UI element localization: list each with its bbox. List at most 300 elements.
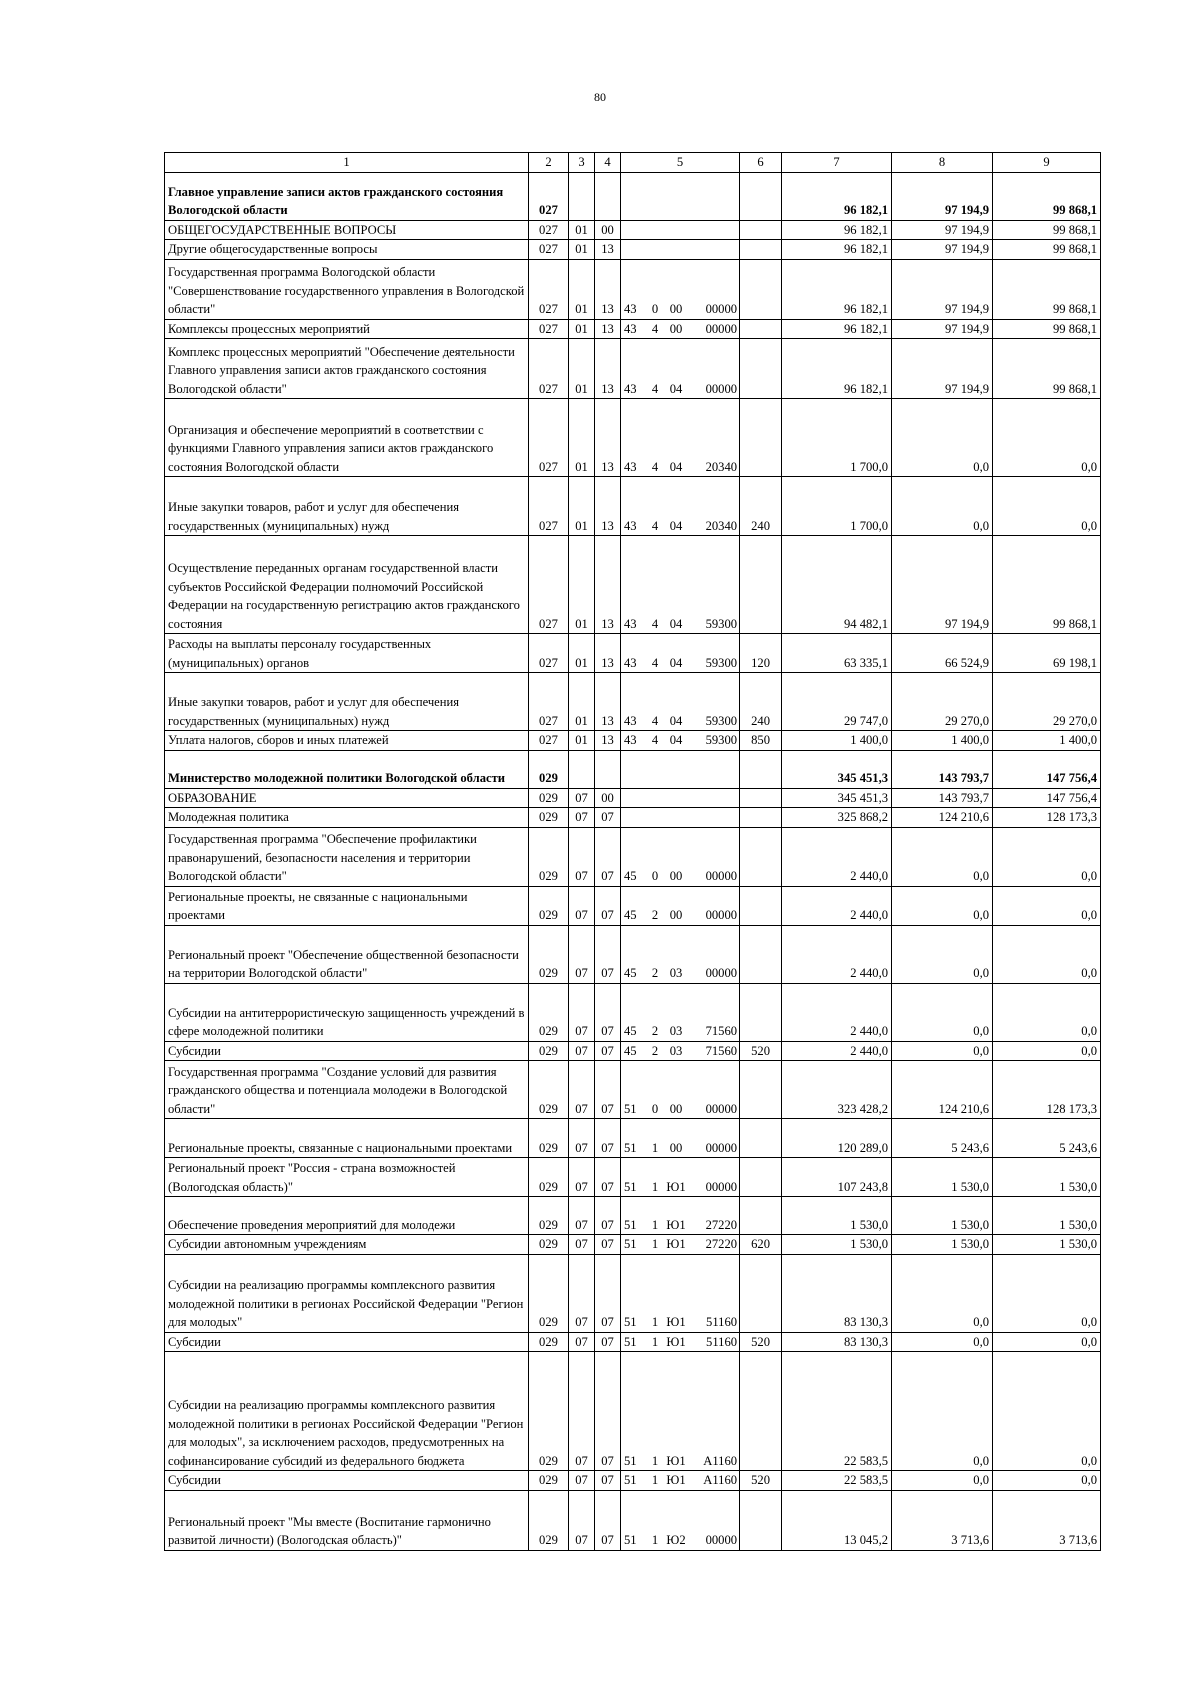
column-number: 8 (892, 153, 993, 173)
target-subprogram-code (648, 220, 663, 240)
amount-year-2: 0,0 (892, 1332, 993, 1352)
amount-year-3: 99 868,1 (993, 172, 1101, 220)
amount-year-3: 5 243,6 (993, 1119, 1101, 1158)
ministry-code: 027 (529, 339, 569, 399)
target-program-code: 51 (621, 1332, 648, 1352)
column-number: 2 (529, 153, 569, 173)
target-subprogram-code (648, 172, 663, 220)
table-row (165, 172, 1101, 220)
target-subprogram-code: 4 (648, 477, 663, 536)
target-direction-code: 27220 (690, 1197, 740, 1235)
amount-year-1: 96 182,1 (782, 339, 892, 399)
amount-year-2: 97 194,9 (892, 220, 993, 240)
ministry-code: 027 (529, 731, 569, 751)
budget-table (164, 152, 1101, 1551)
amount-year-1: 2 440,0 (782, 983, 892, 1041)
ministry-code: 027 (529, 477, 569, 536)
amount-year-1: 345 451,3 (782, 750, 892, 788)
target-subprogram-code: 4 (648, 319, 663, 339)
amount-year-2: 97 194,9 (892, 172, 993, 220)
section-code: 01 (569, 220, 595, 240)
row-name: Министерство молодежной политики Вологодской области (165, 750, 529, 788)
target-program-code: 51 (621, 1352, 648, 1471)
subsection-code: 07 (595, 1332, 621, 1352)
target-direction-code: 20340 (690, 399, 740, 477)
target-program-code: 51 (621, 1061, 648, 1119)
target-program-code: 43 (621, 319, 648, 339)
expense-type-code (740, 750, 782, 788)
target-project-code (663, 240, 690, 260)
subsection-code: 07 (595, 1158, 621, 1197)
target-project-code: 00 (663, 259, 690, 319)
column-number-row (165, 153, 1101, 173)
expense-type-code: 240 (740, 673, 782, 731)
amount-year-3: 0,0 (993, 1041, 1101, 1061)
ministry-code: 029 (529, 788, 569, 808)
amount-year-2: 97 194,9 (892, 259, 993, 319)
table-row (165, 827, 1101, 886)
target-project-code: Ю2 (663, 1490, 690, 1550)
row-name: Другие общегосударственные вопросы (165, 240, 529, 260)
target-project-code: 00 (663, 827, 690, 886)
target-subprogram-code: 1 (648, 1197, 663, 1235)
amount-year-3: 0,0 (993, 399, 1101, 477)
table-row (165, 925, 1101, 983)
ministry-code: 029 (529, 808, 569, 828)
amount-year-2: 143 793,7 (892, 788, 993, 808)
target-direction-code: 59300 (690, 634, 740, 673)
table-row (165, 536, 1101, 634)
section-code: 07 (569, 925, 595, 983)
row-name: Субсидии (165, 1332, 529, 1352)
target-project-code: Ю1 (663, 1197, 690, 1235)
target-subprogram-code: 1 (648, 1235, 663, 1255)
target-program-code: 51 (621, 1490, 648, 1550)
section-code: 01 (569, 536, 595, 634)
target-project-code: 04 (663, 673, 690, 731)
subsection-code: 13 (595, 319, 621, 339)
table-row (165, 634, 1101, 673)
amount-year-2: 0,0 (892, 399, 993, 477)
column-number: 5 (621, 153, 740, 173)
amount-year-2: 1 400,0 (892, 731, 993, 751)
target-direction-code (690, 172, 740, 220)
target-program-code: 43 (621, 339, 648, 399)
expense-type-code (740, 259, 782, 319)
table-row (165, 886, 1101, 925)
target-direction-code: 00000 (690, 827, 740, 886)
target-direction-code: 00000 (690, 1119, 740, 1158)
table-row (165, 1254, 1101, 1332)
row-name: Иные закупки товаров, работ и услуг для обеспечения государственных (муниципальных) нужд (165, 477, 529, 536)
amount-year-1: 22 583,5 (782, 1471, 892, 1491)
amount-year-1: 2 440,0 (782, 1041, 892, 1061)
subsection-code (595, 750, 621, 788)
subsection-code: 07 (595, 1235, 621, 1255)
target-program-code (621, 750, 648, 788)
expense-type-code (740, 1119, 782, 1158)
ministry-code: 027 (529, 319, 569, 339)
target-direction-code: А1160 (690, 1471, 740, 1491)
target-program-code: 51 (621, 1471, 648, 1491)
target-direction-code: 59300 (690, 536, 740, 634)
target-program-code: 43 (621, 259, 648, 319)
table-row (165, 1119, 1101, 1158)
target-direction-code (690, 240, 740, 260)
table-row (165, 477, 1101, 536)
amount-year-1: 120 289,0 (782, 1119, 892, 1158)
target-subprogram-code: 2 (648, 983, 663, 1041)
target-subprogram-code: 2 (648, 925, 663, 983)
target-subprogram-code (648, 240, 663, 260)
amount-year-1: 2 440,0 (782, 925, 892, 983)
expense-type-code (740, 808, 782, 828)
row-name: Государственная программа "Обеспечение профилактики правонарушений, безопасности населения и территории Вологодской области" (165, 827, 529, 886)
subsection-code: 00 (595, 220, 621, 240)
ministry-code: 029 (529, 983, 569, 1041)
target-program-code: 45 (621, 983, 648, 1041)
amount-year-3: 0,0 (993, 827, 1101, 886)
expense-type-code (740, 240, 782, 260)
target-project-code: 00 (663, 319, 690, 339)
table-row (165, 1352, 1101, 1471)
table-row (165, 788, 1101, 808)
target-direction-code (690, 750, 740, 788)
section-code: 01 (569, 259, 595, 319)
amount-year-3: 1 400,0 (993, 731, 1101, 751)
section-code: 01 (569, 240, 595, 260)
amount-year-2: 3 713,6 (892, 1490, 993, 1550)
row-name: Субсидии (165, 1471, 529, 1491)
amount-year-1: 107 243,8 (782, 1158, 892, 1197)
amount-year-3: 99 868,1 (993, 259, 1101, 319)
subsection-code: 13 (595, 339, 621, 399)
amount-year-2: 97 194,9 (892, 240, 993, 260)
subsection-code: 07 (595, 827, 621, 886)
amount-year-2: 0,0 (892, 1041, 993, 1061)
section-code: 07 (569, 788, 595, 808)
amount-year-3: 1 530,0 (993, 1158, 1101, 1197)
ministry-code: 027 (529, 399, 569, 477)
target-project-code (663, 788, 690, 808)
section-code: 07 (569, 1471, 595, 1491)
row-name: Региональные проекты, не связанные с национальными проектами (165, 886, 529, 925)
amount-year-3: 147 756,4 (993, 788, 1101, 808)
subsection-code: 07 (595, 925, 621, 983)
row-name: Осуществление переданных органам государственной власти субъектов Российской Федерации полномочий Российской Федерации на государственную регистрацию актов гражданского состояния (165, 536, 529, 634)
amount-year-3: 0,0 (993, 477, 1101, 536)
target-project-code: 04 (663, 399, 690, 477)
target-direction-code: 00000 (690, 1490, 740, 1550)
amount-year-3: 99 868,1 (993, 339, 1101, 399)
column-number: 4 (595, 153, 621, 173)
section-code: 07 (569, 827, 595, 886)
ministry-code: 027 (529, 240, 569, 260)
target-direction-code (690, 808, 740, 828)
expense-type-code (740, 319, 782, 339)
row-name: Субсидии на антитеррористическую защищенность учреждений в сфере молодежной политики (165, 983, 529, 1041)
section-code: 07 (569, 886, 595, 925)
column-number: 3 (569, 153, 595, 173)
expense-type-code (740, 827, 782, 886)
target-direction-code: 59300 (690, 731, 740, 751)
subsection-code: 07 (595, 1119, 621, 1158)
amount-year-1: 2 440,0 (782, 886, 892, 925)
amount-year-2: 1 530,0 (892, 1158, 993, 1197)
amount-year-2: 143 793,7 (892, 750, 993, 788)
subsection-code: 00 (595, 788, 621, 808)
expense-type-code (740, 1352, 782, 1471)
subsection-code: 07 (595, 808, 621, 828)
target-direction-code: 00000 (690, 886, 740, 925)
amount-year-2: 0,0 (892, 886, 993, 925)
expense-type-code: 520 (740, 1041, 782, 1061)
amount-year-3: 0,0 (993, 1471, 1101, 1491)
subsection-code: 07 (595, 983, 621, 1041)
amount-year-1: 83 130,3 (782, 1332, 892, 1352)
row-name: Государственная программа Вологодской области "Совершенствование государственного управления в Вологодской области" (165, 259, 529, 319)
target-subprogram-code: 4 (648, 634, 663, 673)
expense-type-code (740, 220, 782, 240)
column-number: 1 (165, 153, 529, 173)
expense-type-code (740, 788, 782, 808)
expense-type-code: 520 (740, 1332, 782, 1352)
section-code (569, 172, 595, 220)
ministry-code: 029 (529, 1119, 569, 1158)
row-name: Организация и обеспечение мероприятий в соответствии с функциями Главного управления записи актов гражданского состояния Вологодской области (165, 399, 529, 477)
target-direction-code: 00000 (690, 319, 740, 339)
target-subprogram-code: 1 (648, 1490, 663, 1550)
target-project-code: Ю1 (663, 1352, 690, 1471)
section-code: 01 (569, 319, 595, 339)
target-direction-code: 71560 (690, 983, 740, 1041)
amount-year-3: 1 530,0 (993, 1197, 1101, 1235)
amount-year-3: 147 756,4 (993, 750, 1101, 788)
subsection-code: 13 (595, 731, 621, 751)
target-project-code: 03 (663, 983, 690, 1041)
section-code: 07 (569, 808, 595, 828)
target-direction-code: 71560 (690, 1041, 740, 1061)
section-code: 07 (569, 1041, 595, 1061)
target-direction-code: 00000 (690, 1061, 740, 1119)
amount-year-1: 2 440,0 (782, 827, 892, 886)
ministry-code: 029 (529, 1061, 569, 1119)
target-program-code (621, 172, 648, 220)
amount-year-2: 97 194,9 (892, 536, 993, 634)
section-code: 07 (569, 983, 595, 1041)
target-program-code: 51 (621, 1158, 648, 1197)
amount-year-1: 96 182,1 (782, 259, 892, 319)
target-program-code: 43 (621, 731, 648, 751)
table-row (165, 731, 1101, 751)
amount-year-2: 5 243,6 (892, 1119, 993, 1158)
target-direction-code: 51160 (690, 1332, 740, 1352)
column-number: 6 (740, 153, 782, 173)
amount-year-3: 69 198,1 (993, 634, 1101, 673)
target-project-code: Ю1 (663, 1158, 690, 1197)
table-row (165, 319, 1101, 339)
table-row (165, 1158, 1101, 1197)
section-code: 07 (569, 1158, 595, 1197)
target-subprogram-code: 4 (648, 673, 663, 731)
subsection-code: 07 (595, 1197, 621, 1235)
amount-year-1: 1 700,0 (782, 477, 892, 536)
amount-year-1: 22 583,5 (782, 1352, 892, 1471)
target-subprogram-code: 1 (648, 1119, 663, 1158)
section-code: 07 (569, 1197, 595, 1235)
amount-year-2: 0,0 (892, 1254, 993, 1332)
target-subprogram-code: 1 (648, 1158, 663, 1197)
target-program-code: 43 (621, 477, 648, 536)
table-row (165, 259, 1101, 319)
target-direction-code (690, 220, 740, 240)
expense-type-code (740, 536, 782, 634)
target-project-code: 00 (663, 1061, 690, 1119)
target-program-code: 43 (621, 673, 648, 731)
section-code: 01 (569, 634, 595, 673)
target-direction-code (690, 788, 740, 808)
ministry-code: 029 (529, 925, 569, 983)
amount-year-3: 99 868,1 (993, 536, 1101, 634)
amount-year-2: 0,0 (892, 925, 993, 983)
expense-type-code (740, 1254, 782, 1332)
expense-type-code (740, 1158, 782, 1197)
table-row (165, 750, 1101, 788)
target-subprogram-code: 4 (648, 731, 663, 751)
expense-type-code (740, 339, 782, 399)
target-project-code: Ю1 (663, 1254, 690, 1332)
target-direction-code: 00000 (690, 925, 740, 983)
ministry-code: 029 (529, 1352, 569, 1471)
expense-type-code: 520 (740, 1471, 782, 1491)
table-body (165, 172, 1101, 1550)
amount-year-1: 323 428,2 (782, 1061, 892, 1119)
subsection-code: 13 (595, 673, 621, 731)
amount-year-1: 1 530,0 (782, 1235, 892, 1255)
target-direction-code: 59300 (690, 673, 740, 731)
target-program-code (621, 220, 648, 240)
target-project-code: 03 (663, 1041, 690, 1061)
column-number: 7 (782, 153, 892, 173)
amount-year-3: 0,0 (993, 925, 1101, 983)
expense-type-code (740, 1197, 782, 1235)
target-project-code: 00 (663, 1119, 690, 1158)
amount-year-1: 94 482,1 (782, 536, 892, 634)
table-row (165, 673, 1101, 731)
amount-year-1: 96 182,1 (782, 172, 892, 220)
amount-year-1: 325 868,2 (782, 808, 892, 828)
table-row (165, 339, 1101, 399)
target-project-code: 04 (663, 339, 690, 399)
row-name: Молодежная политика (165, 808, 529, 828)
table-row (165, 1490, 1101, 1550)
row-name: Региональный проект "Мы вместе (Воспитание гармонично развитой личности) (Вологодская область)" (165, 1490, 529, 1550)
target-project-code (663, 220, 690, 240)
row-name: Государственная программа "Создание условий для развития гражданского общества и потенциала молодежи в Вологодской области" (165, 1061, 529, 1119)
target-program-code: 45 (621, 827, 648, 886)
row-name: Субсидии на реализацию программы комплексного развития молодежной политики в регионах Российской Федерации "Регион для молодых" (165, 1254, 529, 1332)
target-direction-code: 00000 (690, 339, 740, 399)
amount-year-3: 0,0 (993, 1352, 1101, 1471)
section-code: 01 (569, 477, 595, 536)
subsection-code: 07 (595, 886, 621, 925)
ministry-code: 027 (529, 220, 569, 240)
target-program-code (621, 788, 648, 808)
amount-year-3: 99 868,1 (993, 319, 1101, 339)
subsection-code: 07 (595, 1490, 621, 1550)
subsection-code: 13 (595, 477, 621, 536)
target-direction-code: 20340 (690, 477, 740, 536)
amount-year-2: 97 194,9 (892, 339, 993, 399)
subsection-code: 07 (595, 1471, 621, 1491)
amount-year-3: 99 868,1 (993, 240, 1101, 260)
target-project-code (663, 808, 690, 828)
page-number: 80 (594, 90, 606, 104)
ministry-code: 029 (529, 827, 569, 886)
ministry-code: 029 (529, 1332, 569, 1352)
table-row (165, 1235, 1101, 1255)
target-direction-code: 51160 (690, 1254, 740, 1332)
section-code: 07 (569, 1061, 595, 1119)
amount-year-3: 1 530,0 (993, 1235, 1101, 1255)
ministry-code: 029 (529, 1197, 569, 1235)
ministry-code: 029 (529, 1471, 569, 1491)
target-project-code: 03 (663, 925, 690, 983)
subsection-code: 07 (595, 1254, 621, 1332)
amount-year-1: 1 700,0 (782, 399, 892, 477)
row-name: ОБРАЗОВАНИЕ (165, 788, 529, 808)
subsection-code: 07 (595, 1061, 621, 1119)
amount-year-1: 1 530,0 (782, 1197, 892, 1235)
subsection-code: 07 (595, 1352, 621, 1471)
ministry-code: 029 (529, 1490, 569, 1550)
amount-year-3: 0,0 (993, 886, 1101, 925)
target-subprogram-code: 1 (648, 1471, 663, 1491)
table-row (165, 1471, 1101, 1491)
target-project-code: 04 (663, 634, 690, 673)
target-subprogram-code: 0 (648, 1061, 663, 1119)
table-row (165, 220, 1101, 240)
amount-year-2: 97 194,9 (892, 319, 993, 339)
section-code: 07 (569, 1254, 595, 1332)
row-name: Субсидии (165, 1041, 529, 1061)
target-subprogram-code: 1 (648, 1352, 663, 1471)
row-name: Комплексы процессных мероприятий (165, 319, 529, 339)
target-project-code: Ю1 (663, 1332, 690, 1352)
row-name: Региональный проект "Россия - страна возможностей (Вологодская область)" (165, 1158, 529, 1197)
amount-year-1: 96 182,1 (782, 240, 892, 260)
target-project-code: 04 (663, 477, 690, 536)
amount-year-3: 3 713,6 (993, 1490, 1101, 1550)
subsection-code: 13 (595, 634, 621, 673)
target-subprogram-code: 2 (648, 886, 663, 925)
row-name: Субсидии автономным учреждениям (165, 1235, 529, 1255)
table-row (165, 240, 1101, 260)
row-name: Комплекс процессных мероприятий "Обеспечение деятельности Главного управления записи актов гражданского состояния Вологодской области" (165, 339, 529, 399)
target-program-code: 43 (621, 399, 648, 477)
expense-type-code (740, 983, 782, 1041)
amount-year-2: 66 524,9 (892, 634, 993, 673)
target-project-code: 00 (663, 886, 690, 925)
target-program-code: 43 (621, 536, 648, 634)
amount-year-2: 124 210,6 (892, 1061, 993, 1119)
ministry-code: 029 (529, 1254, 569, 1332)
target-project-code (663, 750, 690, 788)
expense-type-code: 240 (740, 477, 782, 536)
table-row (165, 1332, 1101, 1352)
amount-year-3: 0,0 (993, 1332, 1101, 1352)
row-name: Уплата налогов, сборов и иных платежей (165, 731, 529, 751)
